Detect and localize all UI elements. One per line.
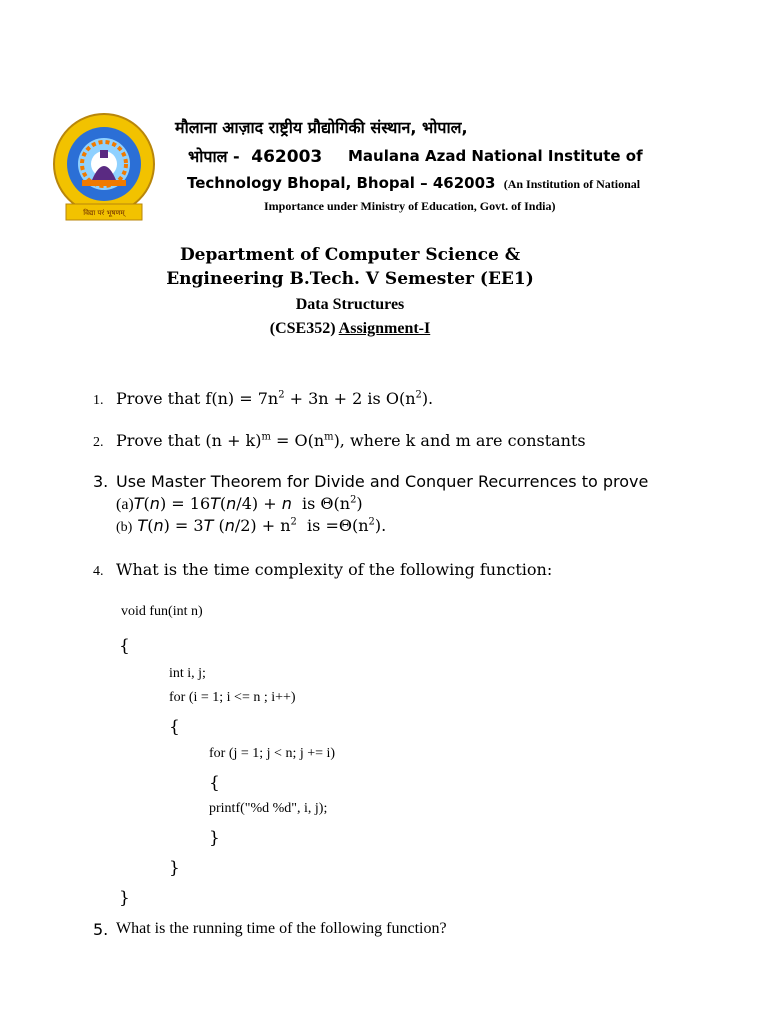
question-1-number: 1.: [93, 393, 104, 408]
code-declaration: int i, j;: [169, 666, 206, 681]
subject-title: Data Structures: [295, 296, 405, 313]
question-3-text: Use Master Theorem for Divide and Conquer Recurrences to prove: [116, 472, 649, 491]
question-5-text: What is the running time of the following function?: [116, 920, 447, 937]
department-line-2: Engineering B.Tech. V Semester (EE1): [166, 269, 534, 289]
code-open-brace-mid: {: [169, 717, 180, 737]
code-for-outer: for (i = 1; i <= n ; i++): [169, 690, 296, 705]
code-for-inner: for (j = 1; j < n; j += i): [209, 746, 336, 761]
institute-note-2: Importance under Ministry of Education, Govt. of India): [264, 199, 556, 213]
institute-note-1: (An Institution of National: [503, 177, 641, 191]
code-printf: printf("%d %d", i, j);: [209, 801, 328, 816]
code-open-brace-inner: {: [209, 773, 220, 793]
institute-name-en-2: [187, 174, 640, 192]
question-2-number: 2.: [93, 435, 104, 450]
code-close-brace-outer: }: [119, 888, 130, 908]
course-code-line: [0, 320, 700, 338]
pin-code: 462003: [251, 147, 323, 167]
question-3a: (a)T(n) = 16T(n/4) + n is $\Theta(n^2)$: [116, 494, 363, 513]
institute-location-hindi: [188, 145, 322, 167]
question-2-text: Prove that $(n + k)^m = O(n^m)$, where k and m are constants: [116, 431, 586, 450]
institute-name-en-1: Maulana Azad National Institute of: [348, 147, 643, 165]
code-close-brace-mid: }: [169, 858, 180, 878]
institute-name-hindi: मौलाना आज़ाद राष्ट्रीय प्रौद्योगिकी संस्थान, भोपाल,: [175, 118, 468, 137]
institute-logo: [52, 108, 156, 226]
code-close-brace-inner: }: [209, 828, 220, 848]
code-open-brace-outer: {: [119, 636, 130, 656]
question-1-text: Prove that $f(n) = 7n^2 + 3n + 2$ is $O(n^2)$.: [116, 389, 434, 408]
code-signature: void fun(int n): [121, 604, 203, 619]
question-3b: (b) T(n) = 3T $(n/2) + n^2$ is $=\Theta(n^2)$.: [116, 516, 387, 535]
assignment-title: Assignment-I: [338, 320, 431, 337]
question-5-number: 5.: [93, 920, 109, 939]
question-4-number: 4.: [93, 564, 104, 579]
question-3-number: 3.: [93, 472, 109, 491]
svg-text:विद्या परं भूषणम्: विद्या परं भूषणम्: [83, 209, 125, 217]
course-code: (CSE352): [269, 320, 336, 337]
department-line-1: Department of Computer Science &: [179, 245, 521, 265]
question-4-text: What is the time complexity of the following function:: [116, 560, 553, 579]
institute-city-pin: Technology Bhopal, Bhopal – 462003: [187, 174, 496, 192]
city-hindi: भोपाल -: [188, 147, 240, 166]
